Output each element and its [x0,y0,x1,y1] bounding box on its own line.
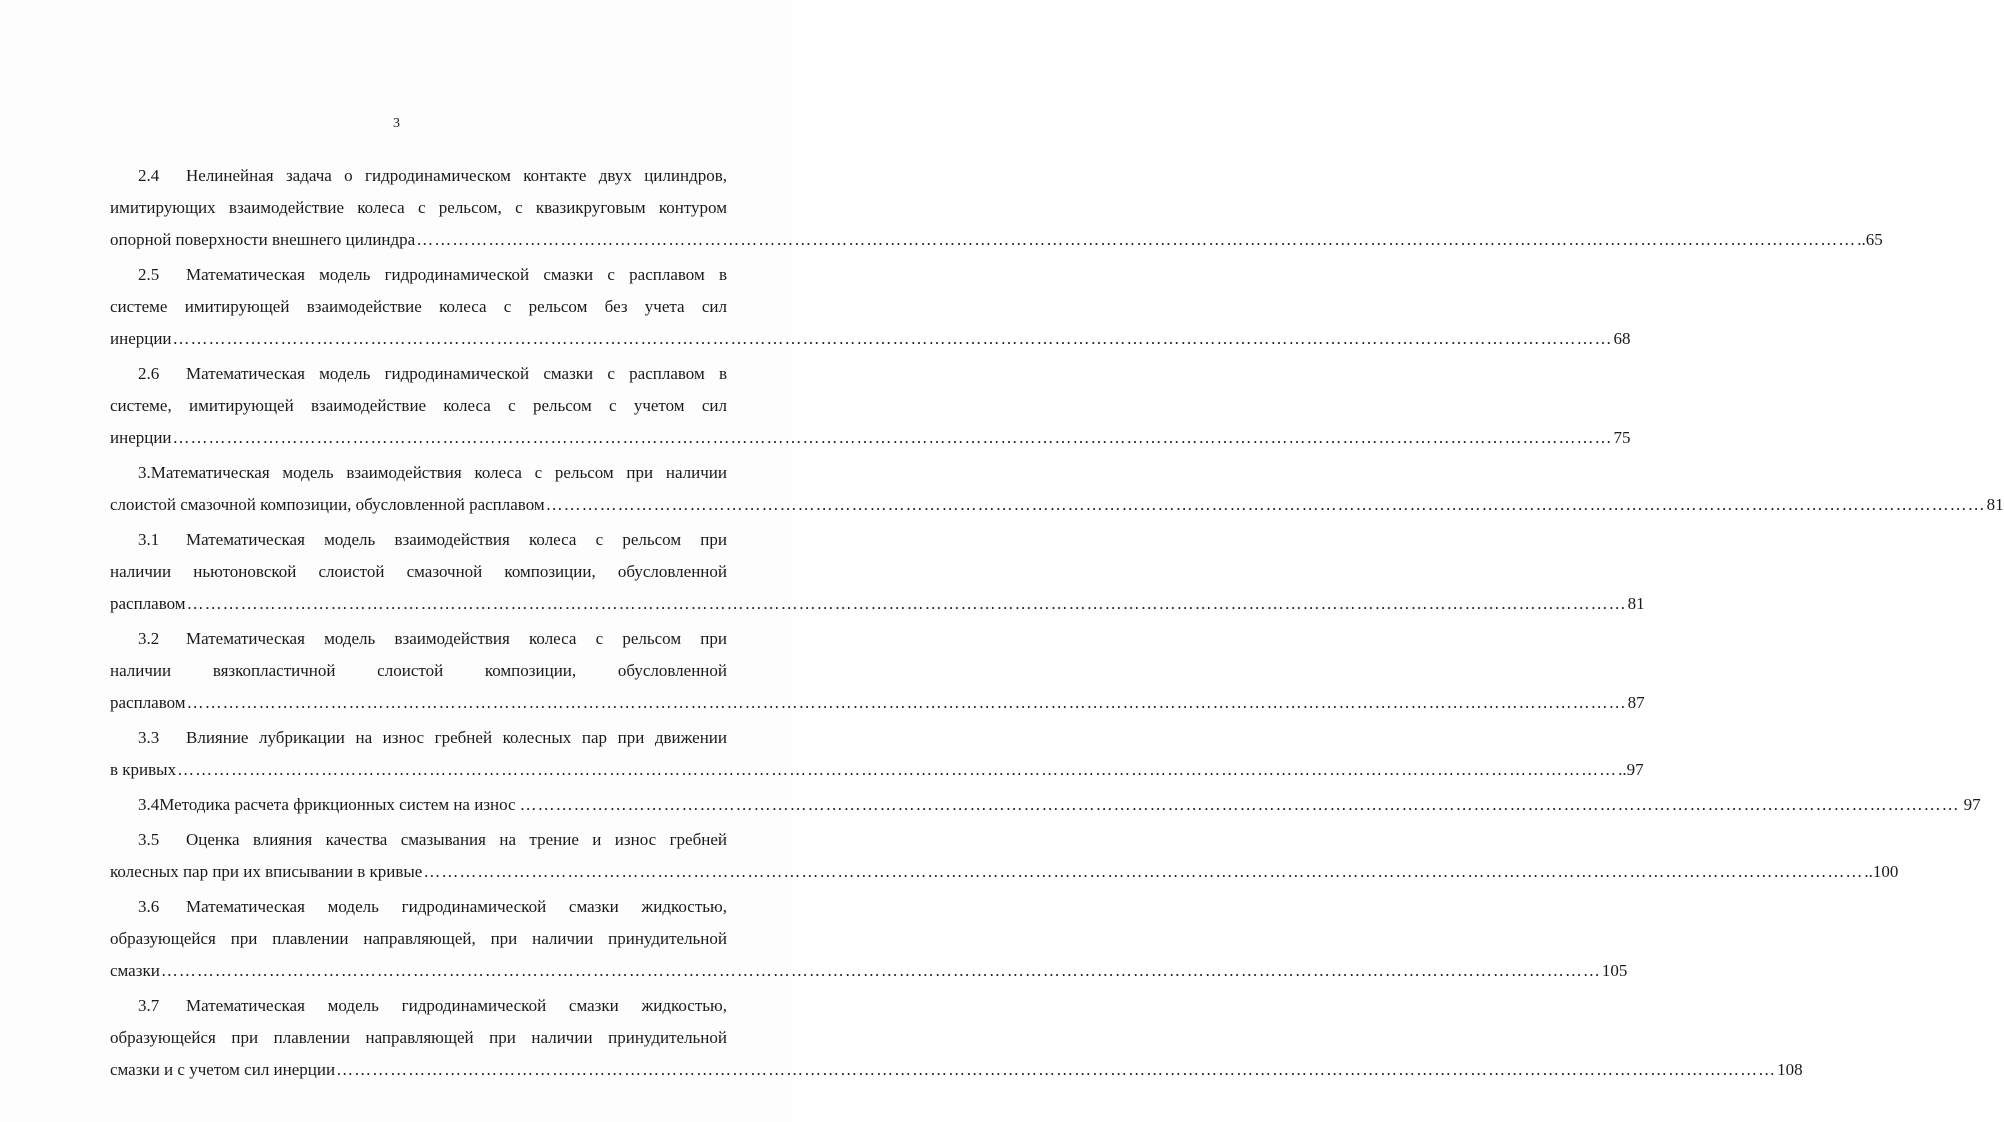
section-title: Влияние лубрикации на износ гребней колесных пар при движении [186,728,727,747]
section-title: образующейся при плавлении направляющей, при наличии принудительной [110,929,727,948]
toc-entry [110,524,1645,620]
section-title: Математическая модель взаимодействия колеса с рельсом при [186,530,727,549]
page-reference: 87 [1627,693,1645,712]
dot-leader: …………………………………………………………………………………………………………………………………………………………………………………………………………………… [172,329,1613,348]
toc-entry-line [110,891,727,923]
toc-entry [110,824,1899,888]
toc-entry-last-line [110,754,1644,786]
toc-entry-last-line [110,856,1899,888]
page-reference: ..100 [1864,862,1899,881]
section-title: инерции [110,428,172,447]
dot-leader: …………………………………………………………………………………………………………………………………………………………………………………………………………………… [172,428,1613,447]
toc-entry [110,259,1631,355]
dot-leader: …………………………………………………………………………………………………………………………………………………………………………………………………………………… [177,760,1618,779]
section-title: расплавом [110,594,186,613]
toc-entry-line [110,923,727,955]
toc-entry-line [110,556,727,588]
toc-entry-last-line [110,955,1628,987]
page-reference: 105 [1601,961,1628,980]
page-number: 3 [393,116,400,131]
toc-entry [110,358,1631,454]
section-title: слоистой смазочной композиции, обусловленной расплавом [110,495,545,514]
section-title: Математическая модель гидродинамической смазки жидкостью, [186,996,727,1015]
dot-leader: …………………………………………………………………………………………………………………………………………………………………………………………………………………… [186,693,1627,712]
section-title: Нелинейная задача о гидродинамическом контакте двух цилиндров, [186,166,727,185]
section-title: Математическая модель гидродинамической смазки с расплавом в [186,265,727,284]
section-title: Оценка влияния качества смазывания на трение и износ гребней [186,830,727,849]
dot-leader: …………………………………………………………………………………………………………………………………………………………………………………………………………………… [336,1060,1777,1079]
section-title: наличии ньютоновской слоистой смазочной композиции, обусловленной [110,562,727,581]
page-reference: ..97 [1618,760,1644,779]
dot-leader: …………………………………………………………………………………………………………………………………………………………………………………………………………………… [186,594,1627,613]
toc-entry-line [110,655,727,687]
toc-entry [110,891,1628,987]
toc-entry-line [110,457,727,489]
toc-entry-line [110,390,727,422]
toc-entry-line [110,160,727,192]
section-title: смазки [110,961,160,980]
toc-entry [110,722,1644,786]
section-title: Математическая модель гидродинамической смазки с расплавом в [186,364,727,383]
page-reference: 68 [1613,329,1631,348]
section-title: образующейся при плавлении направляющей при наличии принудительной [110,1028,727,1047]
toc-entry-last-line [110,224,1883,256]
toc-entry [110,990,1803,1086]
toc-entry-line [110,358,727,390]
dot-leader: …………………………………………………………………………………………………………………………………………………………………………………………………………………… [416,230,1857,249]
section-title: смазки и с учетом сил инерции [110,1060,336,1079]
toc-entry-line [110,192,727,224]
toc-entry-line [110,824,727,856]
toc-entry [110,623,1645,719]
section-title: Методика расчета фрикционных систем на износ [159,795,516,814]
toc-entry-line [110,291,727,323]
table-of-contents [110,160,2004,1089]
section-title: Математическая модель взаимодействия колеса с рельсом при [186,629,727,648]
dot-leader: …………………………………………………………………………………………………………………………………………………………………………………………………………………… [423,862,1864,881]
toc-entry [110,789,1981,821]
section-number: 3. [138,463,151,482]
section-title: системе, имитирующей взаимодействие колеса с рельсом с учетом сил [110,396,727,415]
dot-leader: …………………………………………………………………………………………………………………………………………………………………………………………………………………… [519,795,1960,814]
toc-entry-last-line [110,1054,1803,1086]
section-title: в кривых [110,760,177,779]
page-reference: ..65 [1857,230,1883,249]
toc-entry-last-line [110,323,1631,355]
section-title: Математическая модель взаимодействия колеса с рельсом при наличии [150,463,727,482]
toc-entry-last-line [110,588,1645,620]
section-title: инерции [110,329,172,348]
section-title: имитирующих взаимодействие колеса с рельсом, с квазикруговым контуром [110,198,727,217]
toc-entry-last-line [110,422,1631,454]
page-reference: 81 [1986,495,2004,514]
section-number: 3.7 [138,996,160,1015]
section-title: расплавом [110,693,186,712]
toc-entry-line [110,990,727,1022]
section-number: 3.1 [138,530,160,549]
toc-entry-line [110,623,727,655]
section-title: колесных пар при их вписывании в кривые [110,862,423,881]
section-number: 3.5 [138,830,160,849]
toc-entry-line [110,259,727,291]
section-number: 2.6 [138,364,160,383]
section-number: 3.2 [138,629,160,648]
section-title: Математическая модель гидродинамической смазки жидкостью, [186,897,727,916]
section-title: опорной поверхности внешнего цилиндра [110,230,416,249]
toc-entry-line [110,1022,727,1054]
toc-entry [110,457,2004,521]
section-title: системе имитирующей взаимодействие колеса с рельсом без учета сил [110,297,727,316]
section-number: 3.3 [138,728,160,747]
toc-entry-line [110,789,1981,821]
dot-leader: …………………………………………………………………………………………………………………………………………………………………………………………………………………… [160,961,1601,980]
dot-leader: …………………………………………………………………………………………………………………………………………………………………………………………………………………… [545,495,1986,514]
toc-entry-last-line [110,489,2004,521]
section-number: 3.4 [138,795,160,814]
page-reference: 97 [1963,795,1981,814]
toc-entry-line [110,722,727,754]
toc-entry-line [110,524,727,556]
section-number: 3.6 [138,897,160,916]
page-reference: 81 [1627,594,1645,613]
toc-entry [110,160,1883,256]
section-number: 2.5 [138,265,160,284]
section-title: наличии вязкопластичной слоистой композиции, обусловленной [110,661,727,680]
toc-entry-last-line [110,687,1645,719]
page-reference: 108 [1777,1060,1803,1079]
page-reference: 75 [1613,428,1631,447]
section-number: 2.4 [138,166,160,185]
